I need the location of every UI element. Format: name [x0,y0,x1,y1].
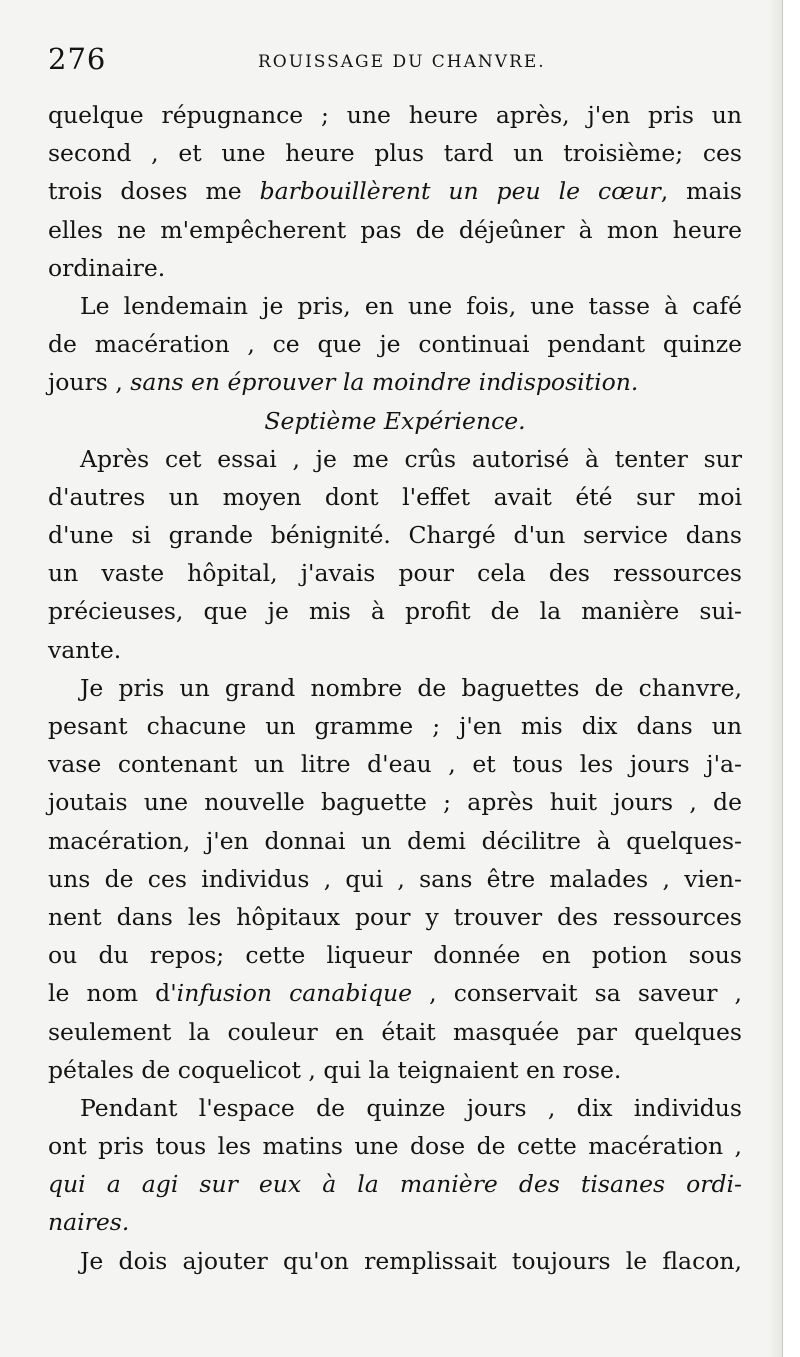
text-line [48,1013,742,1051]
text-span: ordinaire. [48,253,166,282]
text-line [48,898,742,936]
text-line [48,211,742,249]
text-span: Je pris un grand nombre de baguettes de chanvre, [80,673,742,702]
text-line [48,1051,742,1089]
text-span: vante. [48,635,122,664]
text-span: joutais une nouvelle baguette ; après huit jours , de [48,788,742,817]
text-line [48,516,742,554]
italic-text: naires. [48,1208,130,1237]
italic-text: infusion canabique [176,979,413,1008]
text-span: ou du repos; cette liqueur donnée en potion sous [48,941,742,970]
text-span: de macération , ce que je continuai pendant quinze [48,330,742,359]
text-line [48,783,742,821]
text-line [48,1127,742,1165]
running-title: ROUISSAGE DU CHANVRE. [258,52,546,72]
text-span: d'autres un moyen dont l'effet avait été sur moi [48,482,742,511]
text-line [48,631,742,669]
text-span: quelque répugnance ; une heure après, j'en pris un [48,101,742,129]
text-line [48,554,742,592]
text-line [48,287,742,325]
text-line [48,1203,742,1241]
text-line [48,1089,742,1127]
text-line [48,860,742,898]
page-header [48,42,748,82]
text-span: d'une si grande bénignité. Chargé d'un service dans [48,521,742,550]
text-span: pesant chacune un gramme ; j'en mis dix dans un [48,712,742,740]
text-line [48,707,742,745]
text-line [48,363,742,401]
text-span: ont pris tous les matins une dose de cette macération , [48,1132,742,1161]
text-span: Après cet essai , je me crûs autorisé à tenter sur [80,444,742,473]
text-line [48,172,742,210]
italic-text: sans en éprouver la moindre indisposition. [130,368,639,397]
text-line [48,1165,742,1203]
text-span: Septième Expérience. [264,406,526,435]
text-span: trois doses me [48,177,260,206]
italic-text: barbouillèrent un peu le cœur [259,177,661,206]
text-span: macération, j'en donnai un demi décilitre à quelques- [48,826,742,855]
text-span: , conservait sa saveur , [412,979,743,1008]
text-span: elles ne m'empêcherent pas de déjeûner à mon heure [48,215,742,244]
text-span: seulement la couleur en était masquée par quelques [48,1017,742,1046]
text-line [48,669,742,707]
text-span: nent dans les hôpitaux pour y trouver des ressources [48,902,742,931]
body-text [48,96,742,1280]
text-line [48,134,742,172]
text-span: le nom d' [48,979,177,1008]
text-line [48,478,742,516]
text-line [48,592,742,630]
text-line [48,1242,742,1280]
text-span: Le lendemain je pris, en une fois, une tasse à café [80,291,742,320]
page-number: 276 [48,42,107,76]
text-line [48,974,742,1012]
italic-text: qui a agi sur eux à la manière des tisanes ordi- [48,1170,742,1199]
text-line [48,325,742,363]
text-line [48,936,742,974]
text-span: vase contenant un litre d'eau , et tous les jours j'a- [48,750,742,779]
section-heading [48,402,742,440]
text-line [48,96,742,134]
text-line [48,822,742,860]
text-span: un vaste hôpital, j'avais pour cela des ressources [48,559,742,588]
text-span: , mais [660,177,742,206]
text-span: pétales de coquelicot , qui la teignaient en rose. [48,1055,622,1084]
text-span: uns de ces individus , qui , sans être malades , vien- [48,864,742,893]
text-line [48,745,742,783]
text-span: Pendant l'espace de quinze jours , dix individus [80,1093,742,1122]
page-edge-shadow [768,0,782,1357]
text-span: précieuses, que je mis à profit de la manière sui- [48,597,742,626]
text-span: second , et une heure plus tard un troisième; ces [48,139,742,168]
text-line [48,440,742,478]
text-span: Je dois ajouter qu'on remplissait toujours le flacon, [80,1246,742,1275]
text-line [48,249,742,287]
text-span: jours , [48,368,131,397]
